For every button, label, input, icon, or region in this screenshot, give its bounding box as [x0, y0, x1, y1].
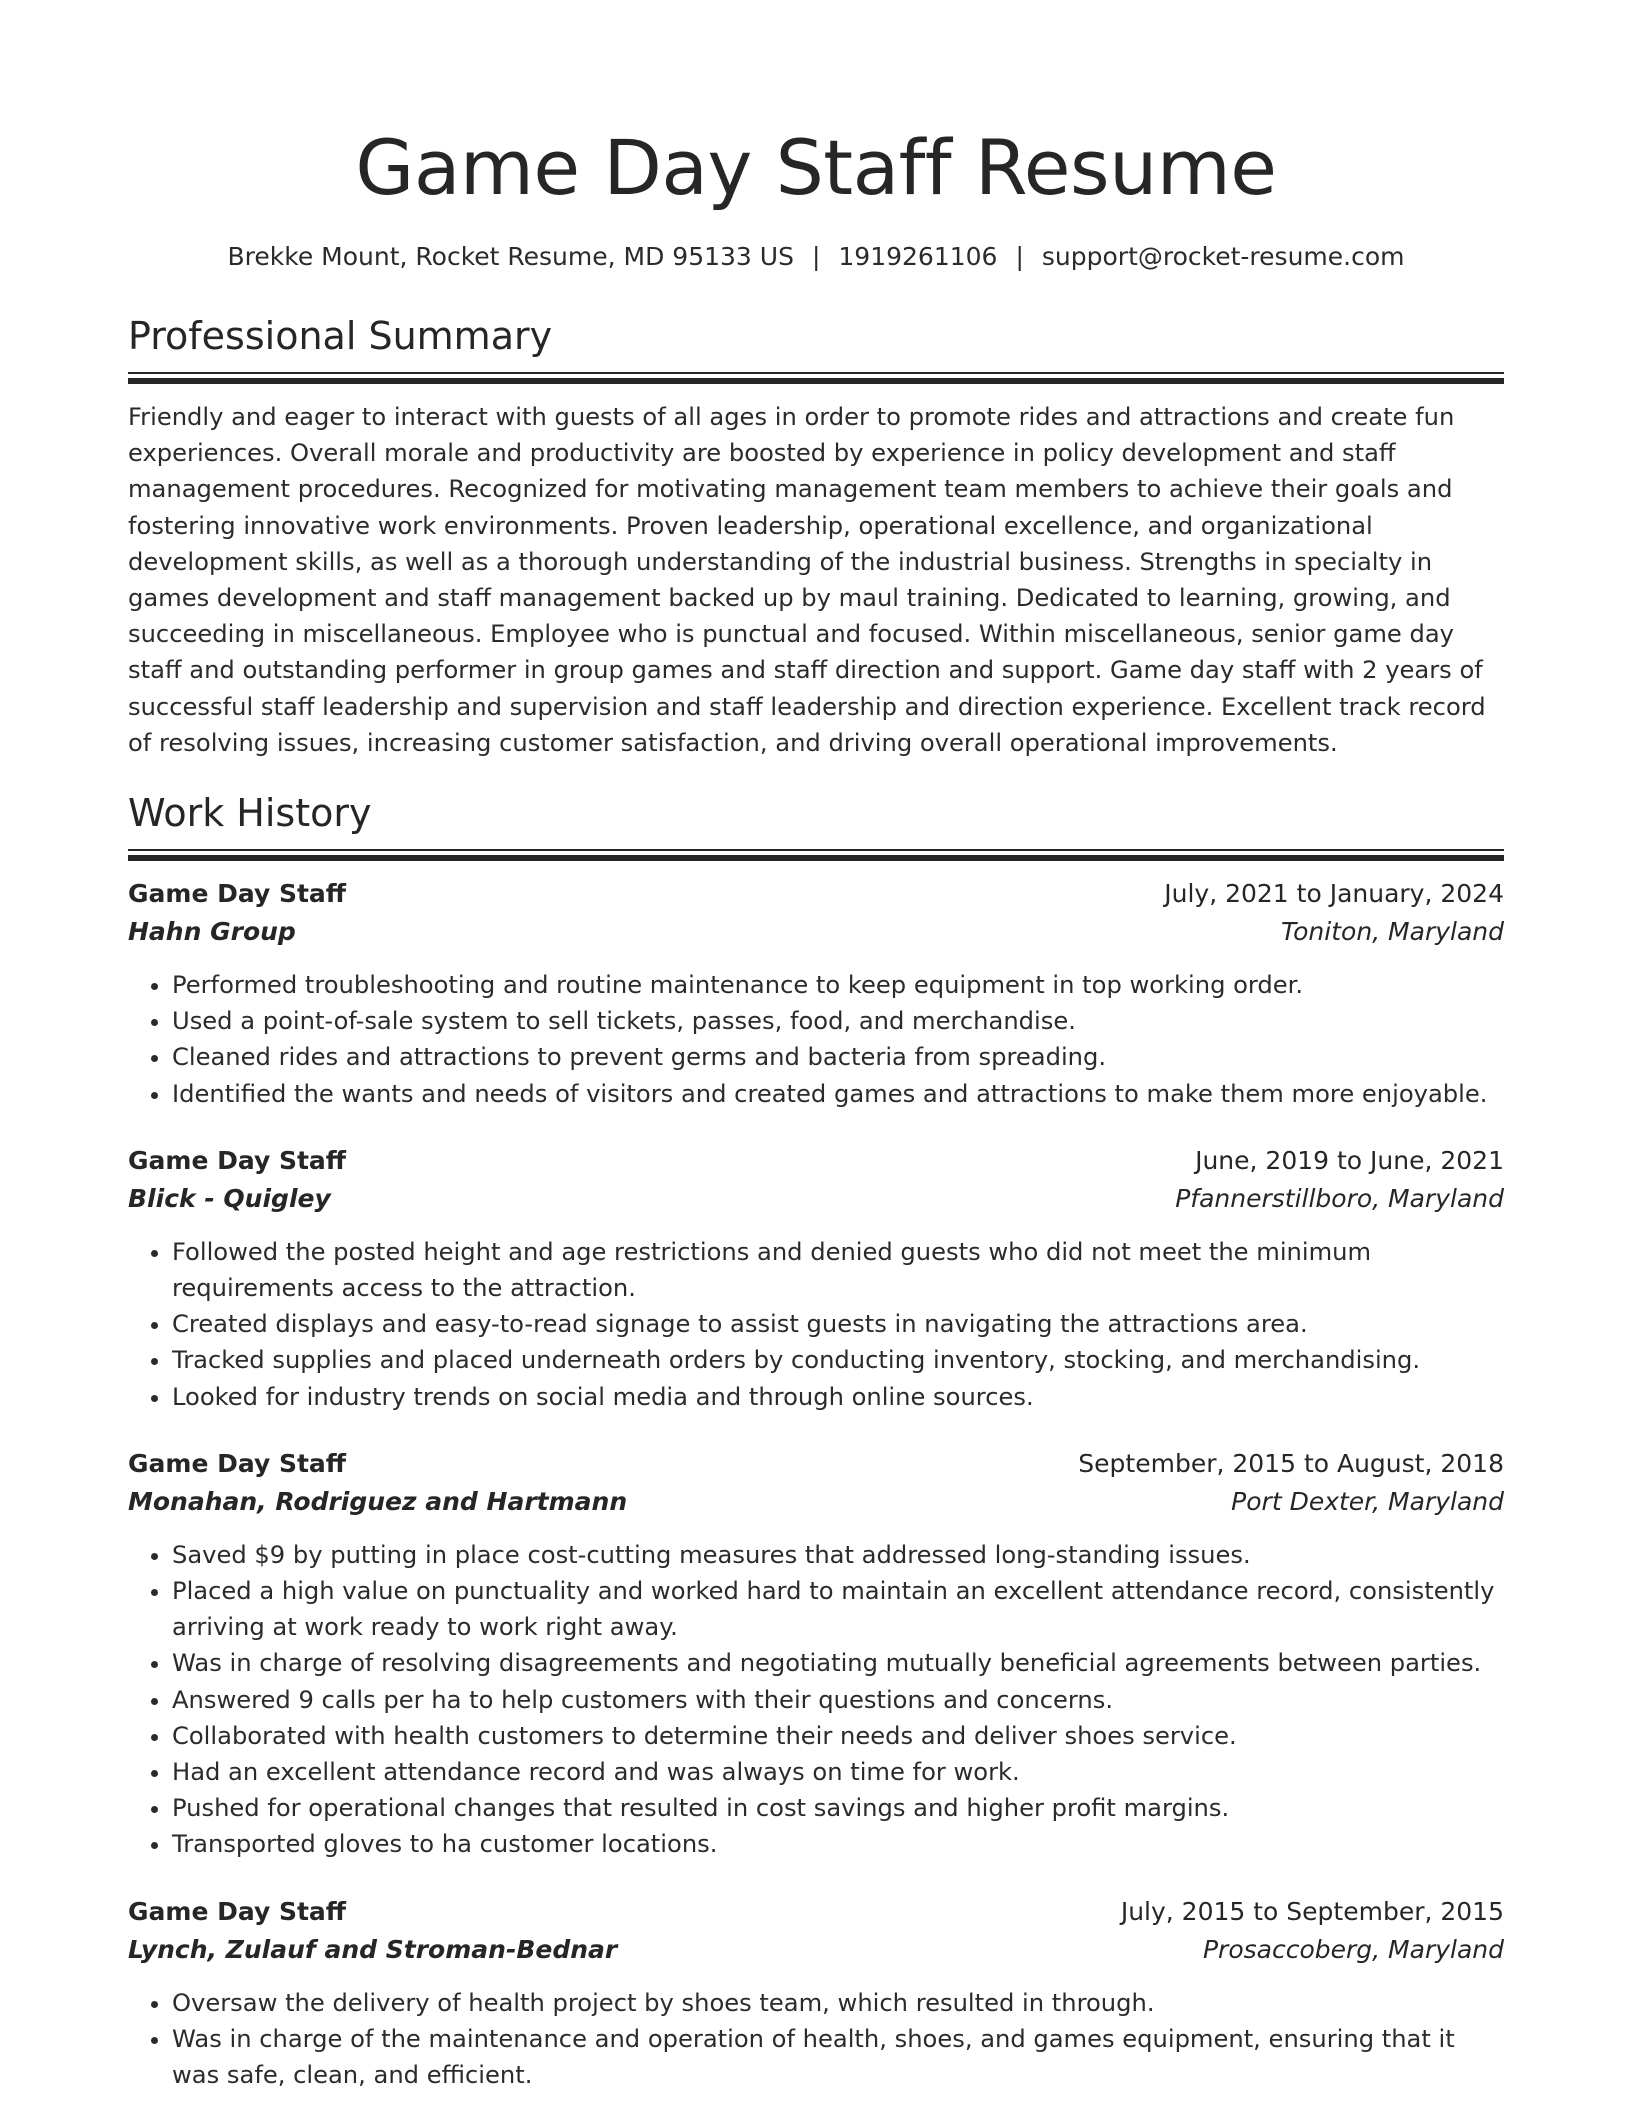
section-heading-summary: Professional Summary [128, 314, 553, 358]
job-entry [128, 1893, 1504, 2094]
contact-separator: | [811, 242, 821, 271]
bullet-item: • Cleaned rides and attractions to prevent germs and bacteria from spreading. [172, 1039, 1504, 1075]
job-dates: July, 2021 to January, 2024 [1164, 879, 1504, 909]
job-entry [128, 1142, 1504, 1415]
bullet-item: • Transported gloves to ha customer locations. [172, 1826, 1504, 1862]
job-entry [128, 1445, 1504, 1863]
work-history-section [128, 789, 1504, 2093]
bullet-item: • Identified the wants and needs of visitors and created games and attractions to make them more enjoyable. [172, 1076, 1504, 1112]
bullet-item: • Collaborated with health customers to determine their needs and deliver shoes service. [172, 1718, 1504, 1754]
contact-line [128, 240, 1504, 274]
bullet-item: • Placed a high value on punctuality and worked hard to maintain an excellent attendance record, consistently arriving at work ready to work right away. [172, 1573, 1504, 1645]
bullet-item: • Followed the posted height and age restrictions and denied guests who did not meet the minimum requirements access to the attraction. [172, 1234, 1504, 1306]
job-bullets [128, 1234, 1504, 1415]
bullet-item: • Pushed for operational changes that resulted in cost savings and higher profit margins. [172, 1790, 1504, 1826]
bullet-item: • Looked for industry trends on social media and through online sources. [172, 1379, 1504, 1415]
job-dates: June, 2019 to June, 2021 [1195, 1145, 1504, 1175]
job-entry [128, 875, 1504, 1112]
section-divider [128, 849, 1504, 861]
job-bullets [128, 967, 1504, 1112]
contact-email: support@rocket-resume.com [1041, 242, 1405, 271]
contact-separator: | [1015, 242, 1024, 271]
bullet-item: • Answered 9 calls per ha to help customers with their questions and concerns. [172, 1682, 1504, 1718]
bullet-item: • Saved $9 by putting in place cost-cutting measures that addressed long-standing issues. [172, 1537, 1504, 1573]
job-title: Game Day Staff [128, 1145, 347, 1175]
job-location: Prosaccoberg, Maryland [1202, 1934, 1504, 1964]
resume-title: Game Day Staff Resume [355, 123, 1277, 212]
company-name: Monahan, Rodriguez and Hartmann [128, 1486, 628, 1516]
job-title: Game Day Staff [128, 879, 347, 909]
company-name: Hahn Group [128, 917, 296, 947]
summary-text: Friendly and eager to interact with guests of all ages in order to promote rides and attractions and create fun experiences. Overall morale and productivity are boosted by experience in policy development and staff management procedures. Recognized for motivating management team members to achieve their goals and fostering innovative work environments. Proven leadership, operational excellence, and organizational development skills, as well as a thorough understanding of the industrial business. Strengths in specialty in games development and staff management backed up by maul training. Dedicated to learning, growing, and succeeding in miscellaneous. Employee who is punctual and focused. Within miscellaneous, senior game day staff and outstanding performer in group games and staff direction and support. Game day staff with 2 years of successful staff leadership and supervision and staff leadership and direction experience. Excellent track record of resolving issues, increasing customer satisfaction, and driving overall operational improvements. [128, 403, 1486, 757]
bullet-item: • Performed troubleshooting and routine maintenance to keep equipment in top working order. [172, 967, 1504, 1003]
job-dates: July, 2015 to September, 2015 [1120, 1896, 1504, 1926]
job-title: Game Day Staff [128, 1448, 347, 1478]
job-dates: September, 2015 to August, 2018 [1078, 1448, 1504, 1478]
bullet-item: • Oversaw the delivery of health project by shoes team, which resulted in through. [172, 1985, 1504, 2021]
section-divider [128, 372, 1504, 384]
bullet-item: • Created displays and easy-to-read signage to assist guests in navigating the attractions area. [172, 1306, 1504, 1342]
bullet-item: • Was in charge of resolving disagreements and negotiating mutually beneficial agreements between parties. [172, 1645, 1504, 1681]
company-name: Lynch, Zulauf and Stroman-Bednar [128, 1934, 618, 1964]
job-bullets [128, 1537, 1504, 1863]
job-bullets [128, 1985, 1504, 2094]
company-name: Blick - Quigley [128, 1183, 331, 1213]
job-location: Toniton, Maryland [1280, 917, 1504, 947]
bullet-item: • Had an excellent attendance record and was always on time for work. [172, 1754, 1504, 1790]
professional-summary-section [128, 312, 1504, 761]
contact-address: Brekke Mount, Rocket Resume, MD 95133 US [227, 242, 794, 271]
job-location: Port Dexter, Maryland [1231, 1486, 1504, 1516]
section-heading-work: Work History [128, 791, 372, 836]
job-location: Pfannerstillboro, Maryland [1175, 1183, 1504, 1213]
job-title: Game Day Staff [128, 1896, 347, 1926]
bullet-item: • Used a point-of-sale system to sell tickets, passes, food, and merchandise. [172, 1003, 1504, 1039]
bullet-item: • Was in charge of the maintenance and operation of health, shoes, and games equipment, ensuring that it was safe, clean, and efficient. [172, 2021, 1504, 2093]
bullet-item: • Tracked supplies and placed underneath orders by conducting inventory, stocking, and merchandising. [172, 1342, 1504, 1378]
contact-phone: 1919261106 [838, 242, 998, 271]
